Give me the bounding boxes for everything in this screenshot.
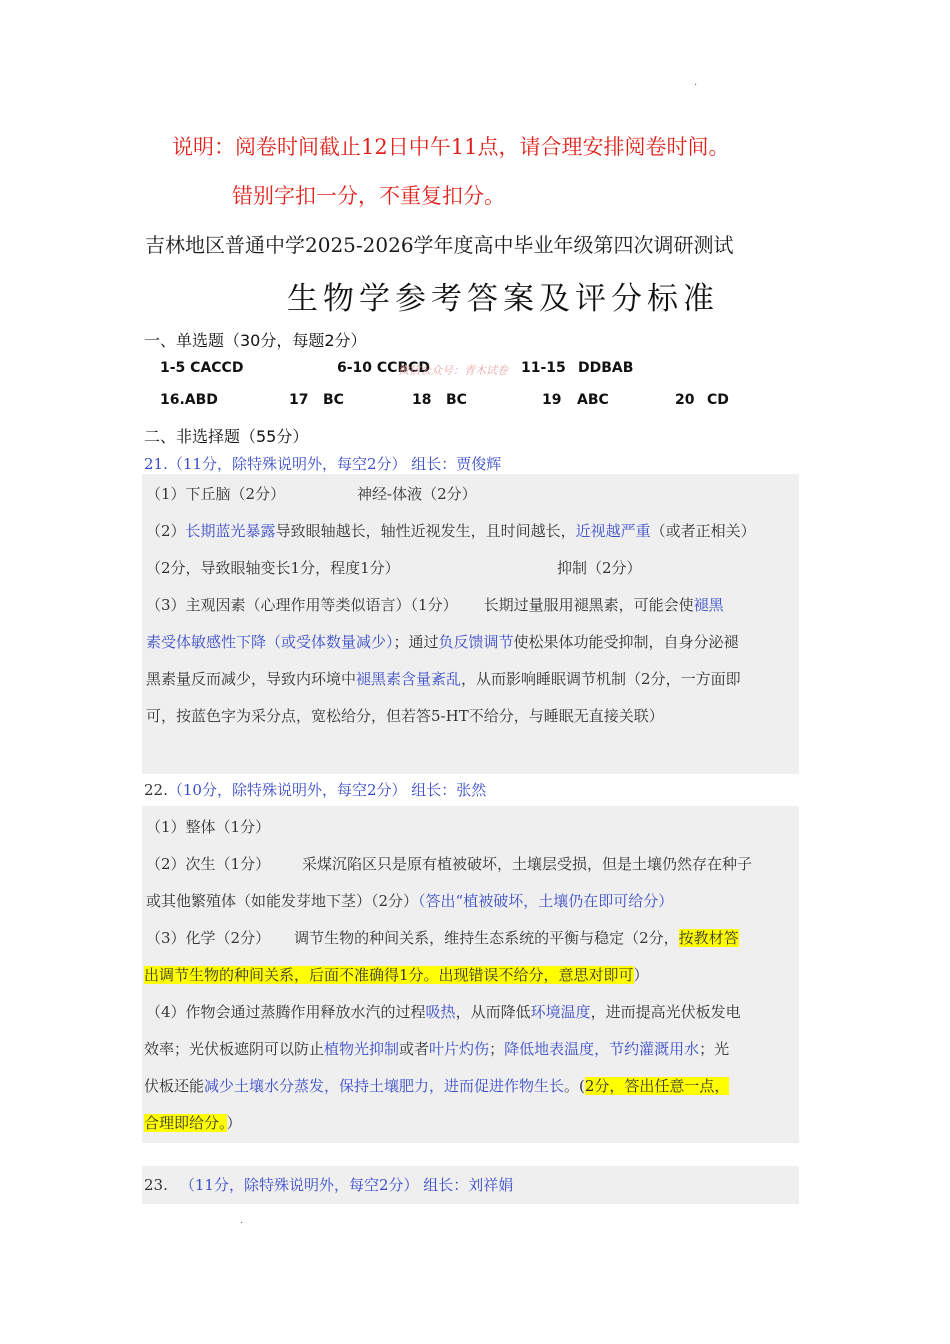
answer-17: BC (323, 392, 344, 408)
q22-part4-line-1: （4）作物会通过蒸腾作用释放水汽的过程吸热，从而降低环境温度，进而提高光伏板发电 (146, 1003, 741, 1021)
q22-part4-line-2: 效率；光伏板遮阴可以防止植物光抑制或者叶片灼伤；降低地表温度，节约灌溉用水；光 (144, 1040, 730, 1058)
page-title: 生物学参考答案及评分标准 (287, 281, 719, 317)
q22-part2-reason: 采煤沉陷区只是原有植被破坏，土壤层受损，但是土壤仍然存在种子 (302, 855, 753, 873)
exam-subtitle: 吉林地区普通中学2025-2026学年度高中毕业年级第四次调研测试 (145, 233, 734, 257)
answer-19: ABC (577, 392, 609, 408)
q21-part1-answer-b: 神经-体液（2分） (357, 485, 477, 503)
answer-11-15: DDBAB (578, 360, 634, 376)
answer-18: BC (446, 392, 467, 408)
answer-11-15-label: 11-15 (521, 360, 566, 376)
q21-part3-line-2: 素受体敏感性下降（或受体数量减少）；通过负反馈调节使松果体功能受抑制，自身分泌褪 (146, 633, 739, 651)
q23-header: 23. （11分，除特殊说明外，每空2分） 组长：刘祥娟 (144, 1176, 514, 1194)
q21-part3-line-4: 可，按蓝色字为采分点，宽松给分，但若答5-HT不给分，与睡眠无直接关联） (146, 707, 664, 725)
stray-dot: · (240, 1218, 244, 1229)
answer-18-num: 18 (412, 392, 432, 408)
q22-part3-line-1: （3）化学（2分） 调节生物的种间关系，维持生态系统的平衡与稳定（2分，按教材答 (146, 929, 739, 947)
answer-16: 16.ABD (160, 392, 218, 408)
answer-17-num: 17 (289, 392, 309, 408)
watermark: 微信公众号：青木试卷 (398, 364, 508, 377)
answer-6-10: 6-10 CCBCD (337, 360, 431, 376)
answer-20: CD (707, 392, 729, 408)
section-1-heading: 一、单选题（30分，每题2分） (144, 331, 367, 350)
q22-part2-line-2: 或其他繁殖体（如能发芽地下茎）（2分）（答出“植被破坏，土壤仍在即可给分） (146, 892, 674, 910)
notice-line-2: 错别字扣一分，不重复扣分。 (232, 184, 505, 208)
q22-part1-answer: （1）整体（1分） (146, 818, 271, 836)
q22-header: 22.（10分，除特殊说明外，每空2分） 组长：张然 (144, 781, 487, 799)
q21-part2-line: （2）长期蓝光暴露导致眼轴越长，轴性近视发生，且时间越长，近视越严重（或者正相关） (146, 522, 756, 540)
answer-19-num: 19 (542, 392, 562, 408)
q22-part3-line-2: 出调节生物的种间关系，后面不准确得1分。出现错误不给分，意思对即可） (144, 966, 649, 984)
q21-header: 21.（11分，除特殊说明外，每空2分） 组长：贾俊辉 (144, 455, 502, 473)
q21-part1-answer: （1）下丘脑（2分） (146, 485, 286, 503)
q21-part2-answer-b: 抑制（2分） (557, 559, 642, 577)
stray-dot: · (694, 80, 698, 91)
q21-part2-note: （2分，导致眼轴变长1分，程度1分） (146, 559, 400, 577)
section-2-heading: 二、非选择题（55分） (144, 427, 309, 446)
q22-part2-answer: （2）次生（1分） (146, 855, 271, 873)
answer-20-num: 20 (675, 392, 695, 408)
q22-part4-line-4: 合理即给分。） (144, 1114, 242, 1132)
answer-1-5: 1-5 CACCD (160, 360, 244, 376)
q21-part3-line-1: （3）主观因素（心理作用等类似语言）（1分） 长期过量服用褪黑素，可能会使褪黑 (146, 596, 724, 614)
notice-line-1: 说明：阅卷时间截止12日中午11点，请合理安排阅卷时间。 (172, 135, 730, 159)
q21-part3-line-3: 黑素量反而减少，导致内环境中褪黑素含量紊乱，从而影响睡眠调节机制（2分，一方面即 (146, 670, 741, 688)
q22-part4-line-3: 伏板还能减少土壤水分蒸发，保持土壤肥力，进而促进作物生长。(2分，答出任意一点， (144, 1077, 730, 1095)
